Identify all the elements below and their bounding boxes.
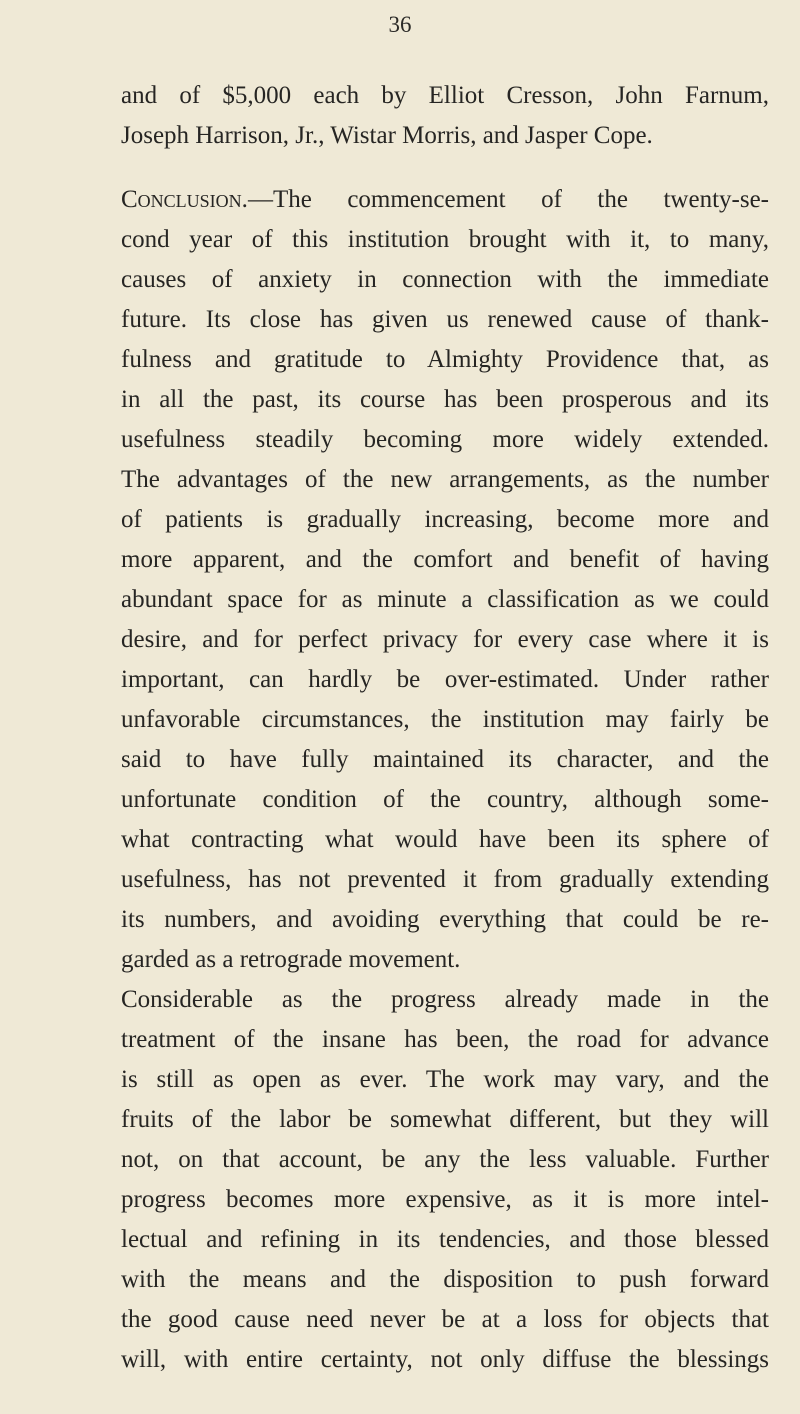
text-line: treatment of the insane has been, the road for advance [121, 1026, 769, 1053]
text-line: its numbers, and avoiding everything that could be re- [121, 906, 769, 933]
text-line: usefulness steadily becoming more widely extended. [121, 426, 769, 453]
text-line: The advantages of the new arrangements, as the number [121, 466, 769, 493]
text-line: more apparent, and the comfort and benefit of having [121, 546, 769, 573]
text-line: not, on that account, be any the less valuable. Further [121, 1146, 769, 1173]
text-line: with the means and the disposition to push forward [121, 1266, 769, 1293]
text-line: cond year of this institution brought with it, to many, [121, 226, 769, 253]
text-line: fulness and gratitude to Almighty Providence that, as [121, 346, 769, 373]
text-line: and of $5,000 each by Elliot Cresson, John Farnum, [121, 82, 769, 109]
text-line: Joseph Harrison, Jr., Wistar Morris, and Jasper Cope. [121, 122, 653, 149]
text-line: desire, and for perfect privacy for every case where it is [121, 626, 769, 653]
text-line: is still as open as ever. The work may vary, and the [121, 1066, 769, 1093]
text-line: Considerable as the progress already made in the [121, 986, 769, 1013]
text-line: abundant space for as minute a classification as we could [121, 586, 769, 613]
text-line: progress becomes more expensive, as it is more intel- [121, 1186, 769, 1213]
text-line: the good cause need never be at a loss for objects that [121, 1306, 769, 1333]
conclusion-first-line [121, 180, 769, 220]
text-line: garded as a retrograde movement. [121, 946, 461, 973]
text-line: usefulness, has not prevented it from gradually extending [121, 866, 769, 893]
text-line: will, with entire certainty, not only diffuse the blessings [121, 1346, 769, 1373]
section-heading: Conclusion. [121, 186, 248, 213]
text-line: unfavorable circumstances, the institution may fairly be [121, 706, 769, 733]
text-line: of patients is gradually increasing, become more and [121, 506, 769, 533]
text-line: what contracting what would have been its sphere of [121, 826, 769, 853]
text-line: in all the past, its course has been prosperous and its [121, 386, 769, 413]
text-line: causes of anxiety in connection with the immediate [121, 266, 769, 293]
text-line: future. Its close has given us renewed cause of thank- [121, 306, 769, 333]
text-line: important, can hardly be over-estimated. Under rather [121, 666, 769, 693]
text-line: fruits of the labor be somewhat different, but they will [121, 1106, 769, 1133]
text-line: said to have fully maintained its character, and the [121, 746, 769, 773]
text-line: unfortunate condition of the country, although some- [121, 786, 769, 813]
page-number: 36 [388, 12, 412, 37]
text-fragment: —The commencement of the twenty-se- [247, 186, 769, 213]
text-line: lectual and refining in its tendencies, and those blessed [121, 1226, 769, 1253]
